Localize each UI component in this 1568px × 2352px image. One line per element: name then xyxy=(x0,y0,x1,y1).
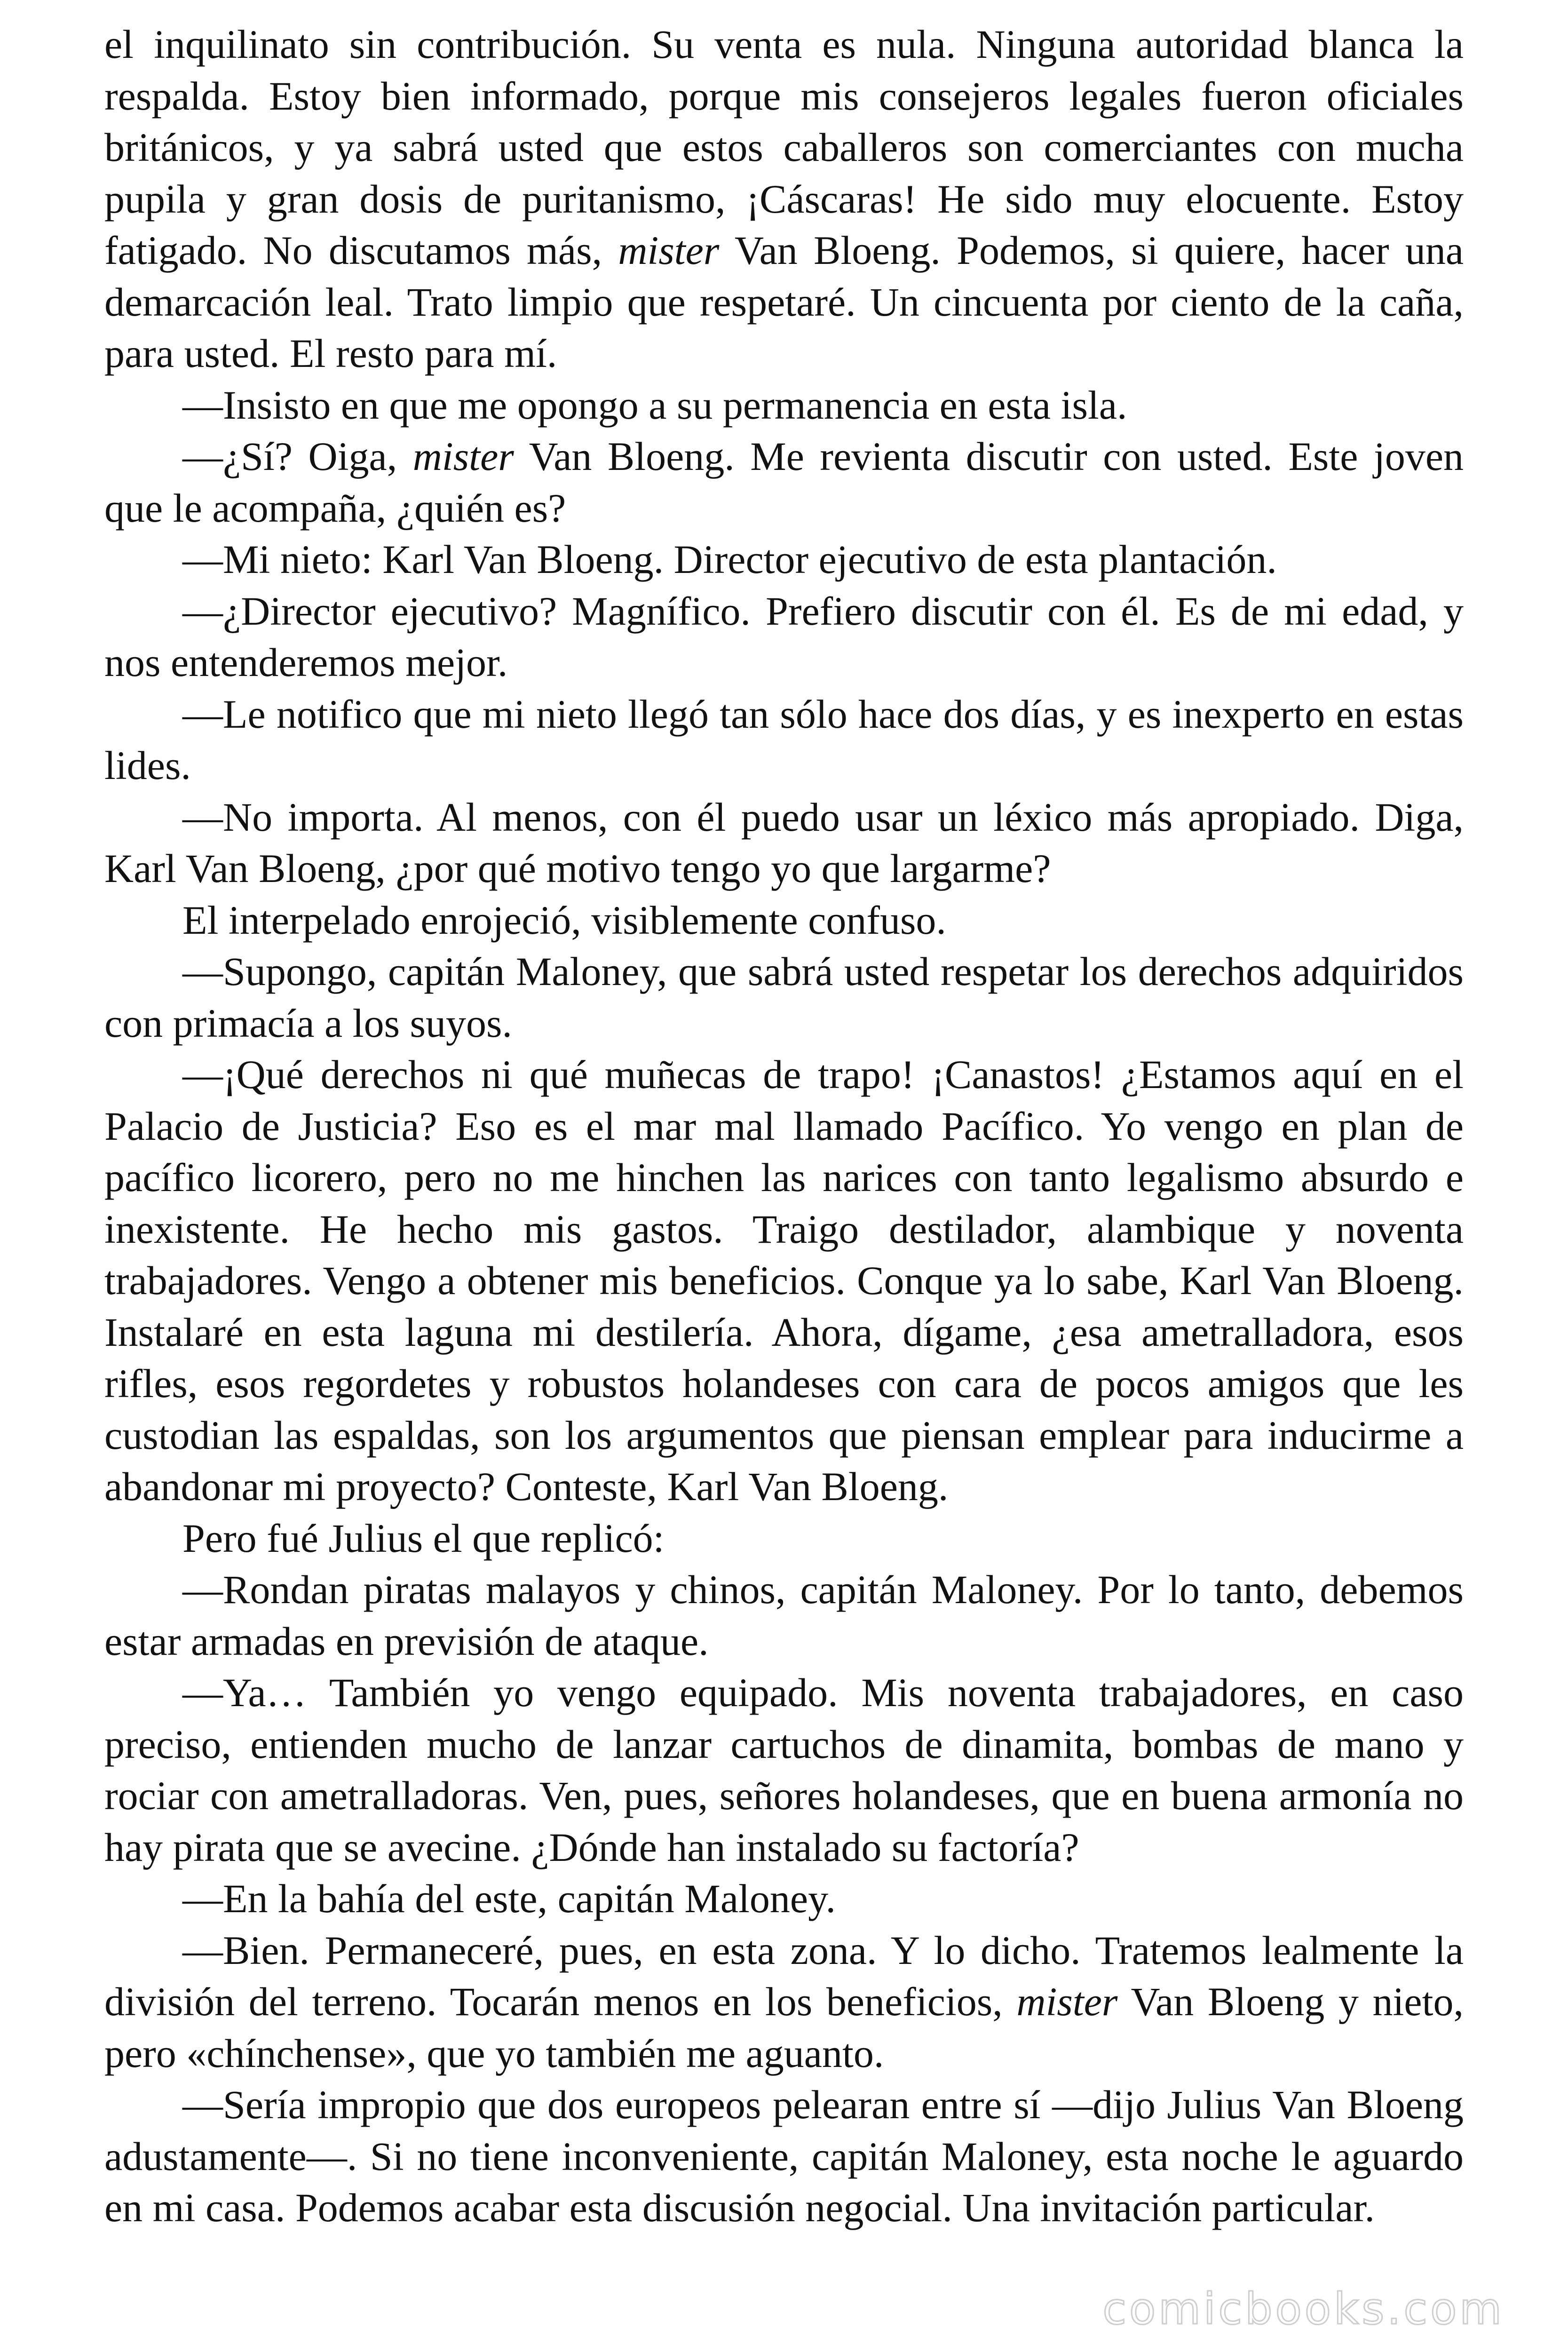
text-run: —Mi nieto: Karl Van Bloeng. Director ejecutivo de esta plantación. xyxy=(182,537,1277,582)
paragraph xyxy=(104,19,1464,380)
text-run: —Le notifico que mi nieto llegó tan sólo hace dos días, y es inexperto en estas lides. xyxy=(104,691,1464,788)
paragraph xyxy=(104,895,1464,946)
paragraph xyxy=(104,1513,1464,1565)
text-run: Van Bloeng. Podemos, si quiere, hacer una demarcación leal. Trato limpio que respetaré. Un cincuenta por ciento de la caña, para usted. El resto para mí. xyxy=(104,228,1464,376)
text-run: —¿Sí? Oiga, xyxy=(182,434,413,479)
text-run: Van Bloeng y nieto, pero «chínchense», que yo también me aguanto. xyxy=(104,1979,1464,2076)
text-run: —¿Director ejecutivo? Magnífico. Prefiero discutir con él. Es de mi edad, y nos entenderemos mejor. xyxy=(104,588,1464,685)
paragraph xyxy=(104,689,1464,792)
paragraph xyxy=(104,1049,1464,1513)
paragraph xyxy=(104,380,1464,431)
paragraph xyxy=(104,1925,1464,2080)
paragraph xyxy=(104,1667,1464,1873)
text-run: —Supongo, capitán Maloney, que sabrá usted respetar los derechos adquiridos con primacía a los suyos. xyxy=(104,949,1464,1046)
paragraph xyxy=(104,946,1464,1049)
text-run: —En la bahía del este, capitán Maloney. xyxy=(182,1876,836,1921)
paragraph xyxy=(104,1873,1464,1925)
paragraph xyxy=(104,534,1464,586)
text-run: Pero fué Julius el que replicó: xyxy=(182,1515,665,1561)
paragraph xyxy=(104,431,1464,534)
text-run: —Sería impropio que dos europeos pelearan entre sí —dijo Julius Van Bloeng adustamente—. Si no tiene inconveniente, capitán Maloney, esta noche le aguardo en mi casa. Podemos acabar esta discusión negocial. Una invitación particular. xyxy=(104,2082,1464,2230)
text-run: —Insisto en que me opongo a su permanencia en esta isla. xyxy=(182,382,1127,428)
paragraph xyxy=(104,1564,1464,1667)
text-run: —¡Qué derechos ni qué muñecas de trapo! ¡Canastos! ¿Estamos aquí en el Palacio de Justicia? Eso es el mar mal llamado Pacífico. Yo vengo en plan de pacífico licorero, pero no me hinchen las narices con tanto legalismo absurdo e inexistente. He hecho mis gastos. Traigo destilador, alambique y noventa trabajadores. Vengo a obtener mis beneficios. Conque ya lo sabe, Karl Van Bloeng. Instalaré en esta laguna mi destilería. Ahora, dígame, ¿esa ametralladora, esos rifles, esos regordetes y robustos holandeses con cara de pocos amigos que les custodian las espaldas, son los argumentos que piensan emplear para inducirme a abandonar mi proyecto? Conteste, Karl Van Bloeng. xyxy=(104,1052,1464,1509)
text-run: el inquilinato sin contribución. Su venta es nula. Ninguna autoridad blanca la respalda. Estoy bien informado, porque mis consejeros legales fueron oficiales británicos, y ya sabrá usted que estos caballeros son comerciantes con mucha pupila y gran dosis de puritanismo, ¡Cáscaras! He sido muy elocuente. Estoy fatigado. No discutamos más, xyxy=(104,22,1464,273)
text-run: Van Bloeng. Me revienta discutir con usted. Este joven que le acompaña, ¿quién es? xyxy=(104,434,1464,531)
paragraph xyxy=(104,792,1464,895)
italic-word: mister xyxy=(412,434,514,479)
text-run: —Rondan piratas malayos y chinos, capitán Maloney. Por lo tanto, debemos estar armadas en previsión de ataque. xyxy=(104,1567,1464,1664)
paragraph xyxy=(104,586,1464,689)
text-run: —No importa. Al menos, con él puedo usar un léxico más apropiado. Diga, Karl Van Bloeng, ¿por qué motivo tengo yo que largarme? xyxy=(104,794,1464,891)
text-run: —Ya… También yo vengo equipado. Mis noventa trabajadores, en caso preciso, entienden mucho de lanzar cartuchos de dinamita, bombas de mano y rociar con ametralladoras. Ven, pues, señores holandeses, que en buena armonía no hay pirata que se avecine. ¿Dónde han instalado su factoría? xyxy=(104,1670,1464,1870)
text-run: —Bien. Permaneceré, pues, en esta zona. Y lo dicho. Tratemos lealmente la división del terreno. Tocarán menos en los beneficios, xyxy=(104,1927,1464,2024)
paragraph xyxy=(104,2079,1464,2234)
italic-word: mister xyxy=(1016,1979,1118,2024)
watermark-text: comicbooks.com xyxy=(1102,2284,1505,2334)
page-body xyxy=(104,19,1464,2277)
text-run: El interpelado enrojeció, visiblemente confuso. xyxy=(182,897,946,943)
italic-word: mister xyxy=(618,228,720,273)
